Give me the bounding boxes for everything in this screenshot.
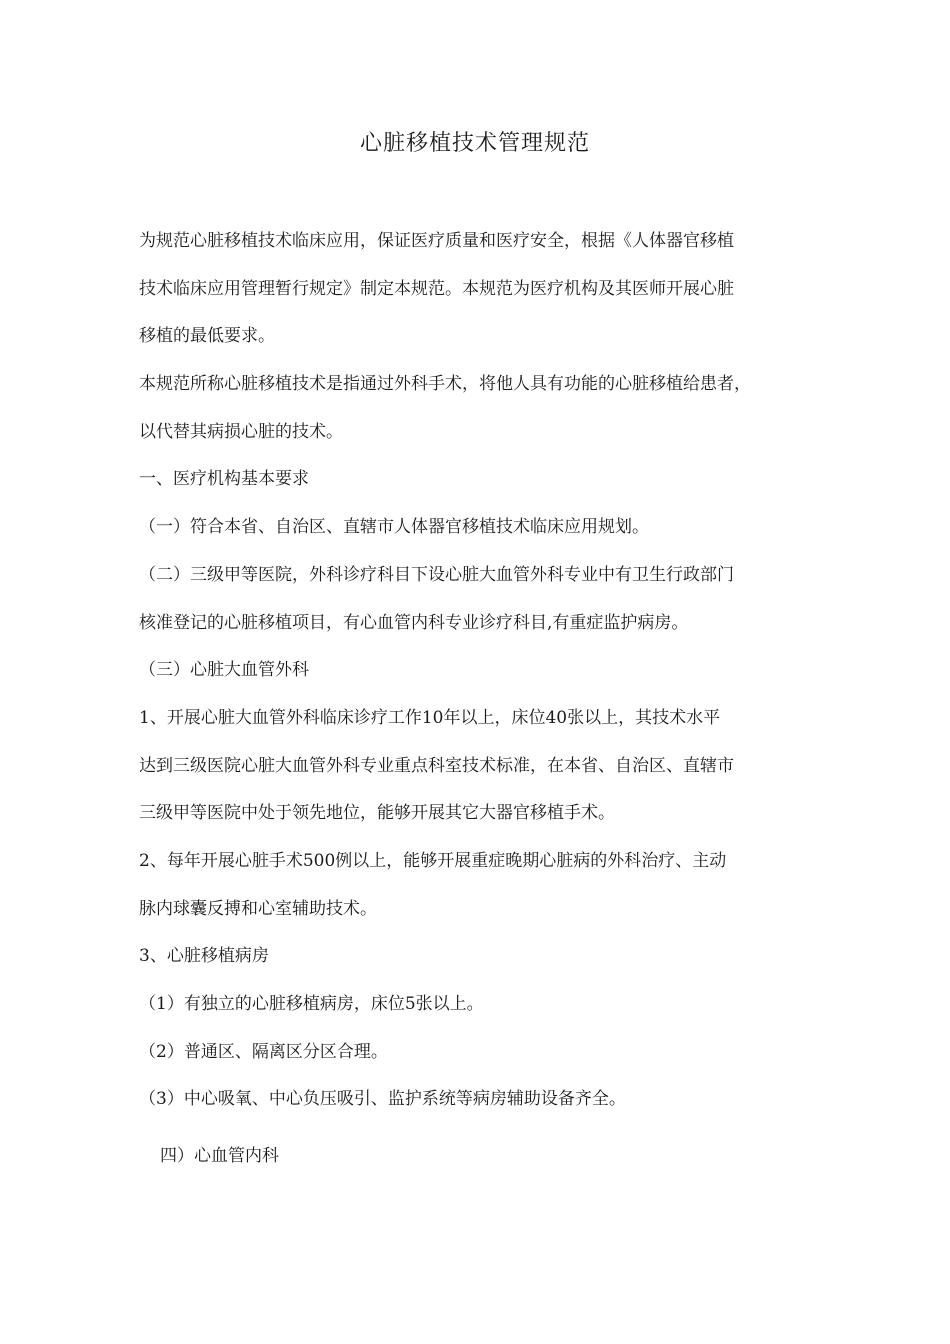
paragraph-line: （2）普通区、隔离区分区合理。 [139,1042,388,1062]
paragraph-line: （1）有独立的心脏移植病房，床位5张以上。 [139,994,484,1014]
paragraph-line: （一）符合本省、自治区、直辖市人体器官移植技术临床应用规划。 [139,517,649,537]
paragraph-line: 1、开展心脏大血管外科临床诊疗工作10年以上，床位40张以上，其技术水平 [139,708,721,728]
paragraph-line: （3）中心吸氧、中心负压吸引、监护系统等病房辅助设备齐全。 [139,1089,626,1109]
section-heading: 一、医疗机构基本要求 [139,469,309,489]
document-title: 心脏移植技术管理规范 [359,131,590,156]
paragraph-line: 脉内球囊反搏和心室辅助技术。 [139,899,377,919]
paragraph-line: 2、每年开展心脏手术500例以上，能够开展重症晚期心脏病的外科治疗、主动 [139,851,727,871]
subsection-heading: （三）心脏大血管外科 [139,660,309,680]
paragraph-line: 核准登记的心脏移植项目，有心血管内科专业诊疗科目,有重症监护病房。 [139,613,689,633]
subsection-heading: 四）心血管内科 [160,1146,279,1166]
paragraph-line: 本规范所称心脏移植技术是指通过外科手术，将他人具有功能的心脏移植给患者， [139,374,751,394]
paragraph-line: 以代替其病损心脏的技术。 [139,422,343,442]
paragraph-line: 达到三级医院心脏大血管外科专业重点科室技术标准，在本省、自治区、直辖市 [139,756,734,776]
paragraph-line: 技术临床应用管理暂行规定》制定本规范。本规范为医疗机构及其医师开展心脏 [139,279,734,299]
paragraph-line: （二）三级甲等医院，外科诊疗科目下设心脏大血管外科专业中有卫生行政部门 [139,565,734,585]
paragraph-line: 3、心脏移植病房 [139,946,269,966]
paragraph-line: 移植的最低要求。 [139,326,275,346]
paragraph-line: 三级甲等医院中处于领先地位，能够开展其它大器官移植手术。 [139,803,615,823]
paragraph-line: 为规范心脏移植技术临床应用，保证医疗质量和医疗安全，根据《人体器官移植 [139,231,734,251]
